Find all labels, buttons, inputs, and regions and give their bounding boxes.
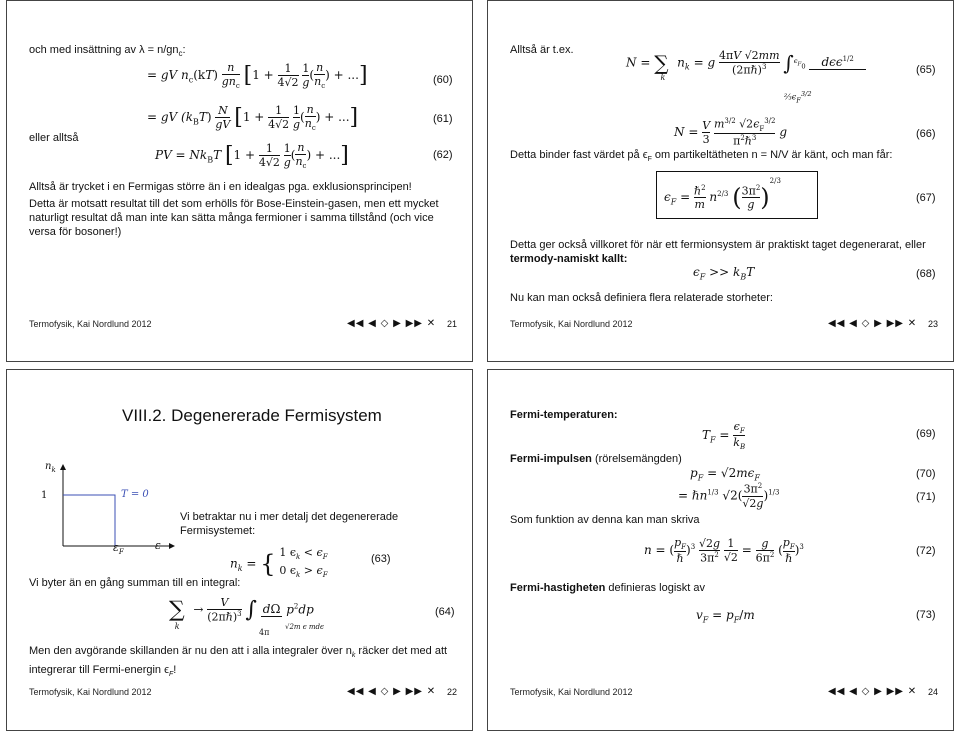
nav-controls[interactable]: ◀◀ ◀ ◇ ▶ ▶▶ ✕ bbox=[828, 318, 918, 329]
equation-61: = gV $(k_BT) \frac{N}{gV}$ [1 + 1 4√2 1 g ($\frac{n}{n_c}$ ) + ...] bbox=[147, 103, 359, 133]
funktion-text: Som funktion av denna kan man skriva bbox=[510, 514, 700, 526]
equation-73: $v_F = p_F/m$ bbox=[696, 608, 755, 625]
section-title: VIII.2. Degenererade Fermisystem bbox=[122, 406, 382, 425]
graph-t-label: T = 0 bbox=[121, 489, 149, 500]
page-number: 21 bbox=[447, 319, 458, 329]
slide-page-23 bbox=[487, 0, 954, 362]
eq-number-63: (63) bbox=[371, 553, 391, 565]
binder-text: Detta binder fast värdet på $\epsilon_F$ om partikeltätheten n = N/V är känt, och man får: bbox=[510, 149, 893, 164]
slide-page-22 bbox=[6, 369, 473, 731]
eller-label: eller alltså bbox=[29, 132, 79, 144]
byter-text: Vi byter än en gång summan till en integral: bbox=[29, 577, 241, 589]
eq-number-72: (72) bbox=[916, 545, 936, 557]
eq-number-70: (70) bbox=[916, 468, 936, 480]
page-number: 23 bbox=[928, 319, 939, 329]
ger-text: Detta ger också villkoret för när ett fermionsystem är praktiskt taget degenerarat, eller termody-namiskt kallt: bbox=[510, 239, 926, 265]
eq-number-61: (61) bbox=[433, 113, 453, 125]
paragraph-bose: Detta är motsatt resultat till det som erhölls för Bose-Einstein-gasen, men ett mycket naturligt resultat då man inte kan sätta många fermioner i samma tillstånd (och vice versa för bosoner!) bbox=[29, 198, 439, 238]
alltsa-line: Alltså är trycket i en Fermigas större än i en idealgas pga. exklusionsprincipen! bbox=[29, 181, 412, 193]
heading-fermi-impulsen: Fermi-impulsen (rörelsemängden) bbox=[510, 453, 682, 465]
heading-fermi-temperatur: Fermi-temperaturen: bbox=[510, 409, 618, 421]
page-number: 24 bbox=[928, 687, 939, 697]
eq-number-66: (66) bbox=[916, 128, 936, 140]
eq-number-60: (60) bbox=[433, 74, 453, 86]
eq-number-73: (73) bbox=[916, 609, 936, 621]
page-number: 22 bbox=[447, 687, 458, 697]
footer: Termofysik, Kai Nordlund 2012 bbox=[29, 319, 152, 329]
intro-text: Alltså är t.ex. bbox=[510, 44, 574, 56]
equation-68: $\epsilon_F >> k_BT$ bbox=[693, 265, 755, 282]
equation-62: PV = $Nk_BT$ [1 + 1 4√2 1 g ($\frac{n}{n_c}$ ) + ...] bbox=[155, 141, 349, 171]
graph-one-label: 1 bbox=[41, 490, 48, 501]
eq-number-65: (65) bbox=[916, 64, 936, 76]
eq-number-69: (69) bbox=[916, 428, 936, 440]
eq-number-64: (64) bbox=[435, 606, 455, 618]
equation-71: = ℏn$^{1/3}$ $√2(3\pi^2$ √2g )$^{1/3}$ bbox=[678, 482, 780, 510]
equation-70: $p_F = √2m\epsilon_F$ bbox=[690, 466, 760, 483]
footer: Termofysik, Kai Nordlund 2012 bbox=[510, 687, 633, 697]
eq64-4pi: 4π bbox=[259, 628, 270, 637]
equation-60: = gV $n_c(kT)$ n $gn_c$ [1 + 1 4√2 1 g ($\frac{n}{n_c}$ ) + ...] bbox=[147, 61, 368, 91]
eq-number-71: (71) bbox=[916, 491, 936, 503]
eq-number-68: (68) bbox=[916, 268, 936, 280]
nu-text: Nu kan man också definiera flera relaterade storheter: bbox=[510, 292, 773, 304]
nav-controls[interactable]: ◀◀ ◀ ◇ ▶ ▶▶ ✕ bbox=[828, 686, 918, 697]
avgor-text: Men den avgörande skillanden är nu den att i alla integraler över $n_k$ räcker det med att integrerar till Fermi-energin $\epsilon_F$! bbox=[29, 645, 448, 679]
eq65-underbrace: $\frac{2}{3}\epsilon_F^{3/2}$ bbox=[784, 90, 812, 105]
nav-controls[interactable]: ◀◀ ◀ ◇ ▶ ▶▶ ✕ bbox=[347, 686, 437, 697]
footer: Termofysik, Kai Nordlund 2012 bbox=[510, 319, 633, 329]
graph-e-label: ε bbox=[155, 539, 161, 552]
equation-63: $n_k$ = { 1 $\epsilon_k < \epsilon_F$ 0 $\epsilon_k > \epsilon_F$ bbox=[230, 546, 328, 580]
slide-page-21 bbox=[6, 0, 473, 362]
equation-65: $N = \sum_k$ $n_k = g$ 4πV √2mm (2πℏ)$^3$ ∫$^{\epsilon_F}_0$ dϵϵ$^{1/2}$ bbox=[626, 49, 866, 77]
equation-69: $T_F = \epsilon_F$ $k_B$ bbox=[702, 420, 746, 452]
equation-72: $n = (p_F$ ℏ )$^3$ √2g $3\pi^2$ 1 √2 = $\frac{g}{6\pi^2}$ ($p_F$ ℏ )$^3$ bbox=[644, 536, 804, 566]
heading-fermi-hastighet: Fermi-hastigheten definieras logiskt av bbox=[510, 582, 706, 594]
detalj-text: Vi betraktar nu i mer detalj det degenererade Fermisystemet: bbox=[180, 511, 399, 537]
eq-number-62: (62) bbox=[433, 149, 453, 161]
eq64-under: √2m ϵ mdϵ bbox=[285, 623, 324, 631]
slide-page-24 bbox=[487, 369, 954, 731]
graph-y-label: $n_k$ bbox=[45, 461, 56, 474]
equation-67: $\epsilon_F$ = ℏ$^2$ m $n^{2/3}$ ($3\pi^2$ g )$^{2/3}$ bbox=[664, 177, 781, 212]
equation-66: $N = \frac{V}{3}$ $m^{3/2}$ $√2\epsilon_F^{3/2}$ $\pi^2\hbar^3$ g bbox=[674, 117, 787, 148]
intro-text: och med insättning av $\lambda = n/gn_c$: bbox=[29, 44, 186, 59]
equation-64: $\sum_k \to V$ (2πℏ)$^3$ ∫ dΩ $p^2dp$ bbox=[169, 596, 314, 631]
eq-number-67: (67) bbox=[916, 192, 936, 204]
graph-ef-label: $\varepsilon_F$ bbox=[113, 541, 124, 557]
nav-controls[interactable]: ◀◀ ◀ ◇ ▶ ▶▶ ✕ bbox=[347, 318, 437, 329]
footer: Termofysik, Kai Nordlund 2012 bbox=[29, 687, 152, 697]
